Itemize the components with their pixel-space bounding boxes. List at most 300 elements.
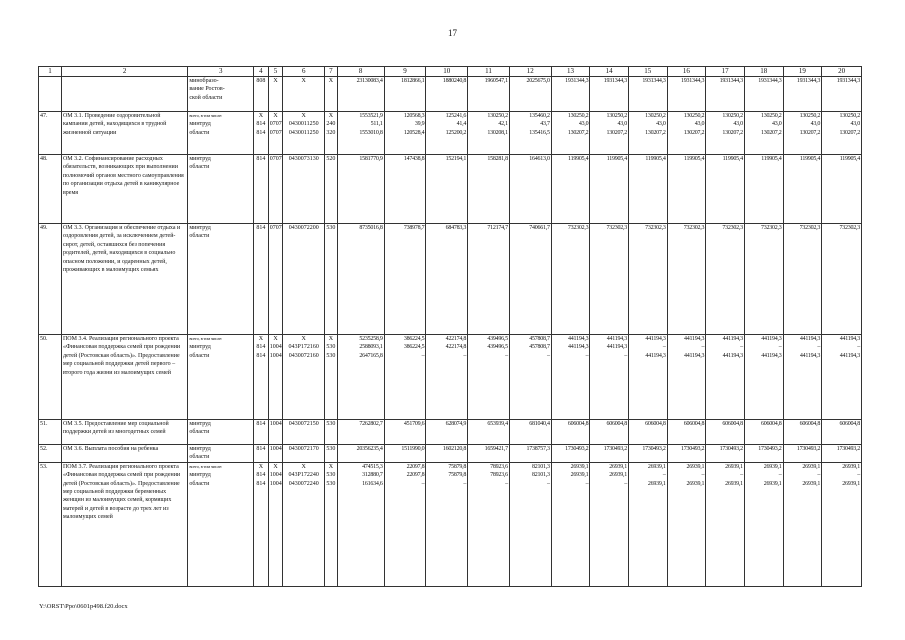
- amount: –: [817, 344, 821, 351]
- amount: 135416,5: [529, 129, 550, 136]
- executor-line: минтруд: [189, 156, 211, 162]
- amount: 441194,3: [645, 352, 666, 359]
- amount: 26939,1: [686, 480, 705, 487]
- column-header: 3: [188, 67, 254, 77]
- row-number: 50.: [39, 335, 62, 420]
- amount: 1730493,2: [565, 446, 589, 452]
- executor-line: области: [189, 480, 210, 487]
- year-value: [783, 155, 822, 224]
- code-value: 814: [256, 129, 266, 136]
- year-value: [509, 155, 551, 224]
- amount: 130207,2: [567, 129, 589, 136]
- code-value: 808: [256, 78, 266, 84]
- amount: 441194,3: [683, 352, 705, 359]
- code-value: 814: [256, 472, 266, 479]
- year-value: [822, 112, 862, 155]
- year-value: [822, 335, 862, 420]
- target-article-code: [283, 224, 325, 335]
- code-value: 814: [256, 344, 266, 351]
- amount: 732302,3: [606, 225, 627, 231]
- code-value: 814: [256, 421, 266, 427]
- amount: 606004,8: [683, 421, 705, 427]
- amount: 1931344,3: [642, 78, 666, 84]
- amount: 26939,1: [609, 472, 627, 479]
- amount: 441194,3: [683, 336, 705, 342]
- amount: 43,7: [540, 121, 550, 128]
- year-value: [706, 224, 745, 335]
- code-value: 520: [326, 156, 336, 162]
- row-number: [39, 77, 62, 112]
- column-header: 19: [783, 67, 822, 77]
- amount: 1659421,7: [484, 446, 508, 452]
- executor-line: минтруд: [189, 121, 211, 128]
- amount: –: [740, 472, 743, 479]
- page-number: 17: [448, 28, 457, 38]
- amount: 78923,6: [490, 472, 508, 479]
- measure-name-text: ОМ 3.1. Проведение оздоровительной кампании детей, находящихся в трудной жизненной ситуации: [62, 113, 167, 136]
- year-value: [590, 420, 629, 445]
- code-value: 530: [326, 446, 336, 452]
- year-value: [744, 224, 783, 335]
- year-value: [628, 224, 667, 335]
- year-value: [628, 462, 667, 586]
- amount: 43,0: [656, 121, 666, 128]
- amount: –: [546, 352, 550, 359]
- year-value: [468, 335, 510, 420]
- amount: –: [505, 352, 508, 359]
- file-path-footer: Y:\ORST\Ppo\0601p498.f20.docx: [39, 603, 128, 610]
- expense-type-code: [325, 445, 338, 463]
- amount: 119905,4: [722, 156, 743, 162]
- amount: 26939,1: [725, 463, 743, 470]
- total-value: [337, 77, 384, 112]
- amount: 1730493,2: [719, 446, 743, 452]
- amount: 684783,3: [445, 225, 467, 231]
- year-value: [468, 155, 510, 224]
- year-value: [509, 445, 551, 463]
- column-header: 15: [628, 67, 667, 77]
- year-value: [426, 335, 468, 420]
- expense-type-code: [325, 77, 338, 112]
- code-value: 530: [326, 421, 336, 427]
- code-value: 530: [326, 352, 336, 359]
- column-header: 20: [822, 67, 862, 77]
- year-value: [667, 445, 706, 463]
- year-value: [590, 335, 629, 420]
- measure-name: [61, 420, 187, 445]
- amount: 1730493,2: [681, 446, 705, 452]
- column-header: 7: [325, 67, 338, 77]
- code-value: X: [258, 336, 264, 342]
- grbs-code: [254, 155, 269, 224]
- amount: 606004,8: [567, 421, 589, 427]
- budget-table: [38, 66, 862, 587]
- code-value: 0707: [269, 129, 282, 136]
- amount: 20356235,4: [356, 446, 383, 452]
- table-row: [39, 445, 862, 463]
- code-value: X: [301, 78, 306, 84]
- measure-name: [61, 445, 187, 463]
- total-value: [337, 335, 384, 420]
- expense-type-code: [325, 335, 338, 420]
- amount: 1730493,2: [642, 446, 666, 452]
- column-header: 17: [706, 67, 745, 77]
- total-value: [337, 224, 384, 335]
- amount: 732302,3: [567, 225, 589, 231]
- year-value: [551, 420, 590, 445]
- year-value: [384, 335, 426, 420]
- amount: 130207,2: [683, 129, 705, 136]
- amount: –: [585, 352, 589, 359]
- code-value: 1004: [269, 421, 282, 427]
- column-header: 14: [590, 67, 629, 77]
- amount: 26939,1: [725, 480, 743, 487]
- measure-name: [61, 77, 187, 112]
- amount: 22097,8: [406, 463, 425, 470]
- amount: 130250,2: [839, 113, 860, 119]
- executor: [188, 420, 254, 445]
- amount: 1581770,9: [359, 156, 383, 162]
- amount: –: [662, 344, 666, 351]
- code-value: 1004: [269, 352, 282, 359]
- column-header: 13: [551, 67, 590, 77]
- amount: 135460,2: [529, 113, 550, 119]
- code-value: 0430011250: [288, 121, 319, 128]
- amount: 42,1: [498, 121, 508, 128]
- target-article-code: [283, 112, 325, 155]
- year-value: [783, 112, 822, 155]
- total-value: [337, 112, 384, 155]
- amount: 119905,4: [799, 156, 821, 162]
- amount: 119905,4: [761, 156, 782, 162]
- year-value: [468, 462, 510, 586]
- code-value: 0430073130: [288, 156, 319, 162]
- amount: –: [778, 472, 782, 479]
- executor: [188, 224, 254, 335]
- amount: 26939,1: [802, 480, 821, 487]
- year-value: [509, 77, 551, 112]
- executor-line: области: [189, 164, 210, 171]
- amount: 26939,1: [686, 463, 705, 470]
- table-row: [39, 420, 862, 445]
- year-value: [822, 462, 862, 586]
- code-value: X: [328, 336, 334, 342]
- year-value: [783, 420, 822, 445]
- code-value: 0707: [269, 156, 282, 162]
- year-value: [590, 462, 629, 586]
- row-number: 53.: [39, 462, 62, 586]
- total-value: [337, 155, 384, 224]
- column-number-row: [39, 67, 862, 77]
- year-value: [744, 155, 783, 224]
- amount: 119905,4: [606, 156, 627, 162]
- year-value: [509, 462, 551, 586]
- amount: 441194,3: [606, 336, 627, 342]
- amount: 152194,1: [445, 156, 467, 162]
- amount: 511,1: [370, 121, 383, 128]
- section-code: [268, 155, 283, 224]
- measure-name-text: ПОМ 3.4. Реализация регионального проекта «Финансовая поддержка семей при рождении детей (Ростовская область)». Предоставление мер социальной поддержки детей первого – второго года жизни из малоимущих семей: [62, 336, 181, 376]
- code-value: 814: [256, 446, 266, 452]
- target-article-code: [283, 445, 325, 463]
- amount: 39,9: [414, 121, 425, 128]
- expense-type-code: [325, 155, 338, 224]
- code-value: 0430072200: [288, 225, 319, 231]
- year-value: [628, 445, 667, 463]
- amount: 441194,3: [839, 336, 860, 342]
- year-value: [628, 77, 667, 112]
- year-value: [468, 77, 510, 112]
- row-number: 51.: [39, 420, 62, 445]
- column-header: 1: [39, 67, 62, 77]
- year-value: [509, 420, 551, 445]
- grbs-code: [254, 420, 269, 445]
- code-value: X: [328, 78, 334, 84]
- table-row: [39, 112, 862, 155]
- amount: 1730493,2: [758, 446, 782, 452]
- amount: –: [421, 352, 425, 359]
- amount: 439496,5: [487, 344, 508, 351]
- year-value: [590, 112, 629, 155]
- amount: 120568,3: [403, 113, 425, 119]
- executor-line: всего, в том числе:: [189, 336, 223, 341]
- amount: –: [778, 344, 782, 351]
- amount: –: [662, 472, 666, 479]
- amount: 1960547,1: [484, 78, 508, 84]
- year-value: [426, 155, 468, 224]
- year-value: [384, 445, 426, 463]
- amount: –: [505, 480, 508, 487]
- year-value: [468, 420, 510, 445]
- code-value: X: [258, 113, 264, 119]
- code-value: 1004: [269, 344, 282, 351]
- amount: 130208,1: [487, 129, 508, 136]
- amount: 1931344,3: [758, 78, 782, 84]
- column-header: 8: [337, 67, 384, 77]
- year-value: [426, 112, 468, 155]
- amount: 130207,2: [799, 129, 821, 136]
- year-value: [509, 335, 551, 420]
- code-value: X: [328, 463, 334, 470]
- amount: –: [701, 472, 705, 479]
- executor-line: вание Ростов-: [189, 86, 225, 93]
- column-header: 6: [283, 67, 325, 77]
- amount: 26939,1: [570, 463, 589, 470]
- section-code: [268, 445, 283, 463]
- code-value: X: [258, 463, 264, 470]
- year-value: [667, 420, 706, 445]
- year-value: [628, 335, 667, 420]
- amount: 161634,6: [362, 480, 383, 487]
- column-header: 2: [61, 67, 187, 77]
- amount: 474515,3: [362, 463, 383, 470]
- year-value: [744, 462, 783, 586]
- amount: –: [463, 352, 467, 359]
- amount: 1738757,3: [526, 446, 550, 452]
- code-value: 814: [256, 480, 266, 487]
- amount: –: [817, 472, 821, 479]
- amount: 120528,4: [403, 129, 425, 136]
- amount: 732302,3: [761, 225, 782, 231]
- amount: –: [624, 480, 627, 487]
- year-value: [667, 462, 706, 586]
- amount: 628074,9: [445, 421, 467, 427]
- amount: 441194,3: [606, 344, 627, 351]
- amount: –: [421, 480, 425, 487]
- grbs-code: [254, 224, 269, 335]
- column-header: 5: [268, 67, 283, 77]
- section-code: [268, 335, 283, 420]
- executor-line: ской области: [189, 94, 223, 101]
- executor-line: области: [189, 429, 210, 436]
- executor-line: минтруд: [189, 344, 211, 351]
- amount: 125241,6: [445, 113, 467, 119]
- executor-line: минтруд: [189, 225, 211, 231]
- code-value: 530: [326, 472, 336, 479]
- code-value: 814: [256, 121, 266, 128]
- amount: 386224,5: [403, 336, 425, 342]
- target-article-code: [283, 420, 325, 445]
- amount: 422174,8: [445, 336, 467, 342]
- executor: [188, 112, 254, 155]
- year-value: [744, 335, 783, 420]
- amount: 732302,3: [722, 225, 743, 231]
- code-value: 0430011250: [288, 129, 319, 136]
- amount: 5235258,9: [359, 336, 383, 342]
- measure-name-text: ОМ 3.2. Софинансирование расходных обязательств, возникающих при выполнении полномочий органов местного самоуправления по организации отдыха детей в каникулярное время: [62, 156, 184, 196]
- year-value: [551, 224, 590, 335]
- executor-line: минтруд: [189, 472, 211, 479]
- measure-name-text: ПОМ 3.7. Реализация регионального проекта «Финансовая поддержка семей при рождении детей (Ростовская область)». Предоставление мер социальной поддержки беременных женщин из малоимущих семей, кормящих матерей и детей в возрасте до трех лет из малоимущих семей: [62, 463, 181, 521]
- year-value: [384, 462, 426, 586]
- year-value: [744, 112, 783, 155]
- executor-line: минобразо-: [189, 78, 219, 84]
- year-value: [384, 420, 426, 445]
- executor-line: области: [189, 352, 210, 359]
- amount: 441194,3: [722, 336, 743, 342]
- year-value: [822, 224, 862, 335]
- code-value: X: [273, 113, 278, 119]
- table-row: [39, 77, 862, 112]
- amount: 441194,3: [722, 352, 743, 359]
- target-article-code: [283, 335, 325, 420]
- code-value: 814: [256, 352, 266, 359]
- code-value: 043P172160: [288, 344, 319, 351]
- measure-name-text: ОМ 3.3. Организация и обеспечение отдыха и оздоровления детей, за исключением детей-сирот, детей, оставшихся без попечения родителей, детей, находящихся в социально опасном положении, и одаренных детей, проживающих в малоимущих семьях: [62, 225, 181, 274]
- year-value: [667, 335, 706, 420]
- year-value: [590, 77, 629, 112]
- year-value: [384, 112, 426, 155]
- amount: –: [857, 472, 860, 479]
- amount: 653939,4: [487, 421, 508, 427]
- executor-line: области: [189, 233, 210, 240]
- year-value: [667, 155, 706, 224]
- amount: 441194,3: [799, 336, 821, 342]
- amount: 82101,3: [531, 472, 550, 479]
- amount: 130250,2: [799, 113, 821, 119]
- section-code: [268, 224, 283, 335]
- code-value: 530: [326, 344, 336, 351]
- year-value: [822, 77, 862, 112]
- code-value: 1004: [269, 472, 282, 479]
- executor: [188, 462, 254, 586]
- year-value: [468, 224, 510, 335]
- amount: –: [701, 344, 705, 351]
- year-value: [426, 462, 468, 586]
- amount: 43,0: [694, 121, 705, 128]
- row-number: 47.: [39, 112, 62, 155]
- amount: 606004,8: [645, 421, 666, 427]
- amount: 2647165,8: [359, 352, 383, 359]
- amount: 441194,3: [839, 352, 860, 359]
- executor: [188, 445, 254, 463]
- amount: 164613,0: [529, 156, 550, 162]
- code-value: 0430072170: [288, 446, 319, 452]
- amount: 119905,4: [683, 156, 705, 162]
- section-code: [268, 462, 283, 586]
- amount: 732302,3: [839, 225, 860, 231]
- year-value: [706, 420, 745, 445]
- year-value: [783, 335, 822, 420]
- year-value: [667, 112, 706, 155]
- code-value: 1004: [269, 480, 282, 487]
- amount: 43,0: [617, 121, 627, 128]
- amount: 26939,1: [763, 480, 782, 487]
- amount: 732302,3: [645, 225, 666, 231]
- amount: 26939,1: [842, 480, 860, 487]
- executor: [188, 335, 254, 420]
- amount: 125200,2: [445, 129, 467, 136]
- amount: 8735016,8: [359, 225, 383, 231]
- section-code: [268, 420, 283, 445]
- expense-type-code: [325, 112, 338, 155]
- amount: 130207,2: [606, 129, 627, 136]
- year-value: [706, 155, 745, 224]
- table-row: [39, 224, 862, 335]
- amount: 740661,7: [529, 225, 550, 231]
- year-value: [426, 445, 468, 463]
- amount: 22097,8: [406, 472, 425, 479]
- amount: 681040,4: [529, 421, 550, 427]
- amount: 451709,6: [403, 421, 425, 427]
- amount: –: [624, 352, 627, 359]
- amount: 422174,8: [445, 344, 467, 351]
- year-value: [744, 445, 783, 463]
- code-value: X: [301, 463, 306, 470]
- executor-line: минтруд: [189, 421, 211, 427]
- amount: –: [740, 344, 743, 351]
- year-value: [744, 420, 783, 445]
- target-article-code: [283, 462, 325, 586]
- year-value: [551, 335, 590, 420]
- amount: 1730493,2: [796, 446, 821, 452]
- amount: 1730493,2: [836, 446, 860, 452]
- code-value: 530: [326, 480, 336, 487]
- year-value: [628, 420, 667, 445]
- amount: 441194,3: [799, 352, 821, 359]
- total-value: [337, 445, 384, 463]
- amount: 441194,3: [568, 336, 589, 342]
- amount: 43,0: [772, 121, 782, 128]
- amount: 26939,1: [647, 463, 666, 470]
- amount: 26939,1: [647, 480, 666, 487]
- table-row: [39, 462, 862, 586]
- measure-name: [61, 462, 187, 586]
- amount: 119905,4: [839, 156, 860, 162]
- code-value: 0430072150: [288, 421, 319, 427]
- row-number: 48.: [39, 155, 62, 224]
- column-header: 16: [667, 67, 706, 77]
